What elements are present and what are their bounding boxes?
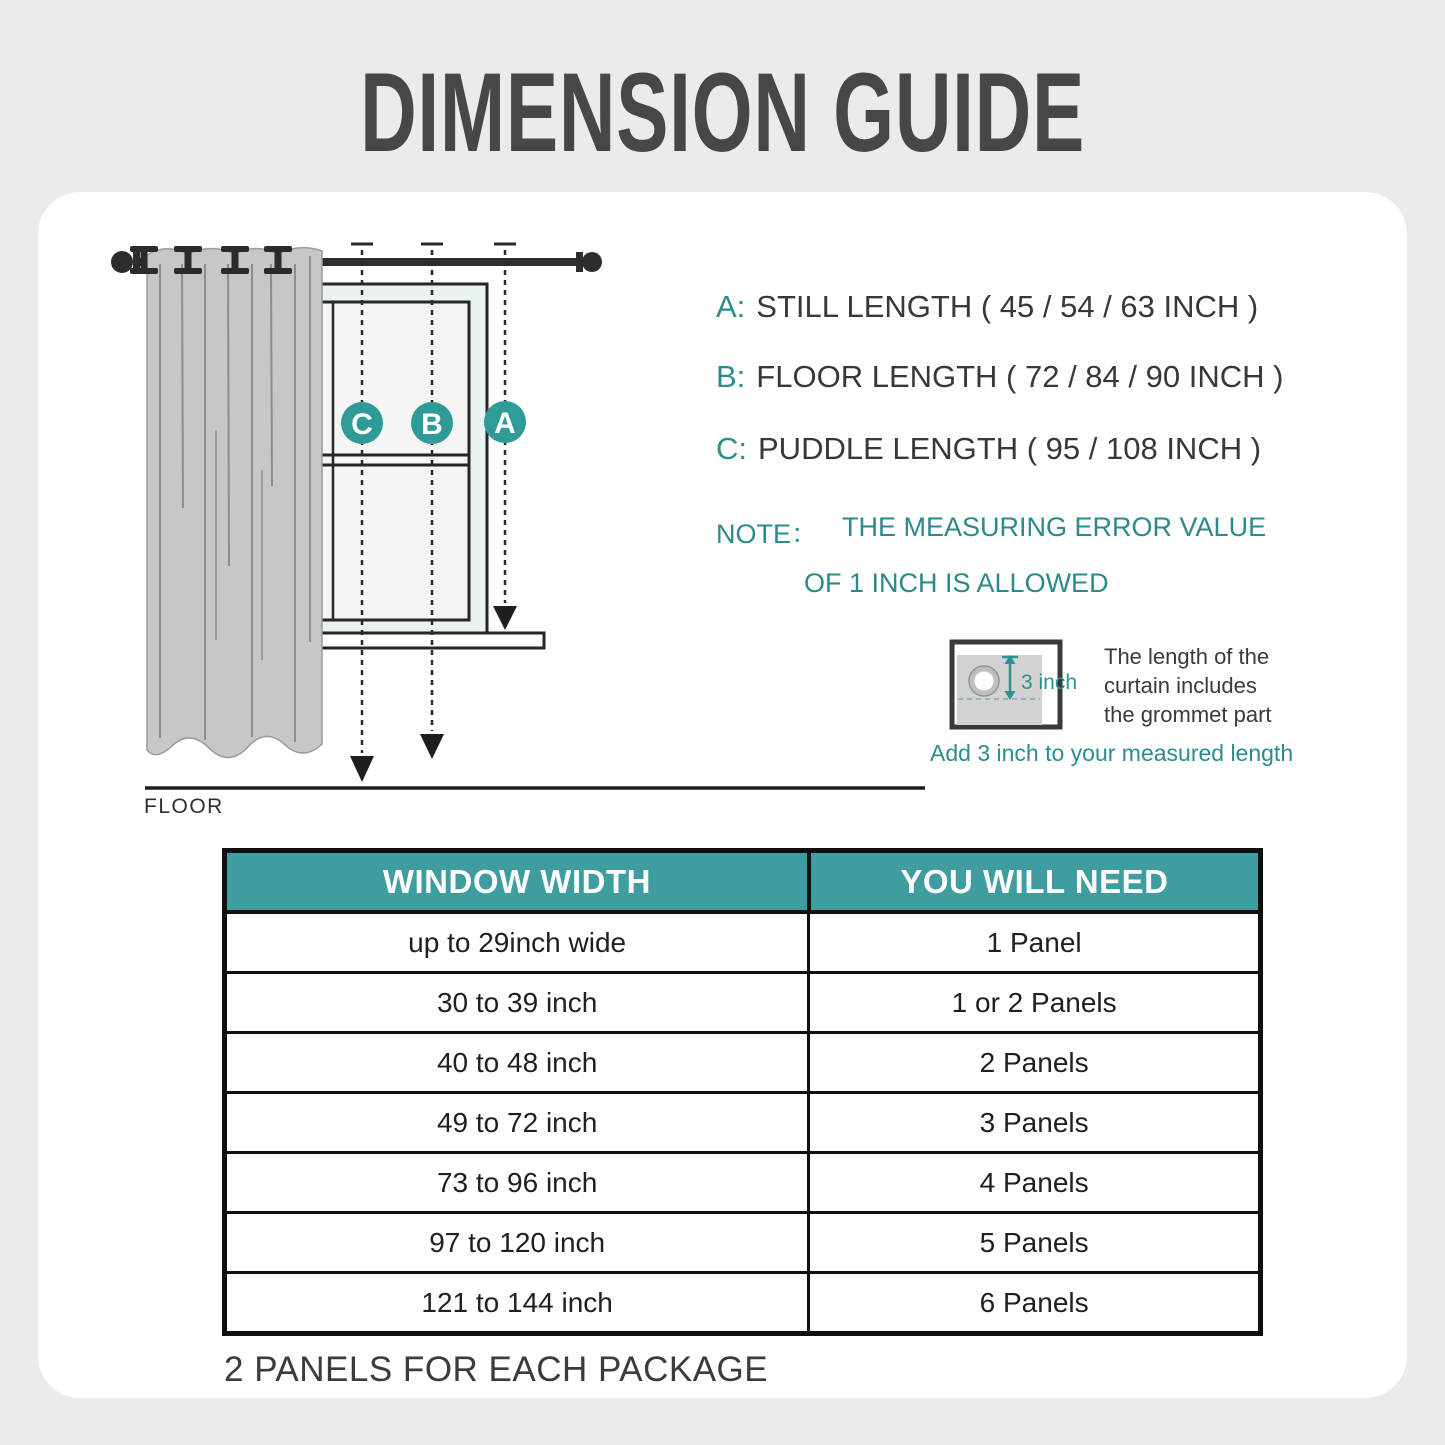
curtain-panel-illustration <box>130 246 322 758</box>
window-opening <box>319 302 469 620</box>
table-row <box>225 1273 1261 1334</box>
panels-needed-cell: 1 Panel <box>809 912 1261 973</box>
note-line2: OF 1 INCH IS ALLOWED <box>804 568 1109 598</box>
grommet-tip: Add 3 inch to your measured length <box>930 740 1294 766</box>
window-width-cell: 73 to 96 inch <box>225 1153 809 1213</box>
legend-puddle-length <box>716 431 1261 467</box>
legend-letter-c: C: <box>716 431 747 466</box>
note-line1: THE MEASURING ERROR VALUE <box>842 512 1267 542</box>
grommet-description-line1: The length of the <box>1104 644 1270 669</box>
table-row <box>225 1033 1261 1093</box>
window-width-cell: 49 to 72 inch <box>225 1093 809 1153</box>
rod-collar-right <box>576 252 583 272</box>
rod-finial-left-icon <box>111 251 133 273</box>
window-illustration <box>293 284 544 648</box>
panel-sizing-table <box>222 848 1263 1336</box>
window-sill <box>293 633 544 648</box>
grommet-hole <box>975 672 994 691</box>
floor-label: FLOOR <box>144 795 224 818</box>
page-title: DIMENSION GUIDE <box>360 50 1085 175</box>
grommet-description-line3: the grommet part <box>1104 702 1272 727</box>
marker-a-letter: A <box>494 407 516 440</box>
note-label: NOTE： <box>716 519 819 549</box>
table-row <box>225 1093 1261 1153</box>
rod-finial-right-icon <box>582 252 602 272</box>
panels-needed-cell: 1 or 2 Panels <box>809 973 1261 1033</box>
legend-floor-length <box>716 359 1283 395</box>
table-header-row <box>225 851 1261 913</box>
marker-b-letter: B <box>421 408 443 441</box>
grommet-description <box>1104 642 1272 729</box>
panels-needed-cell: 6 Panels <box>809 1273 1261 1334</box>
window-width-cell: up to 29inch wide <box>225 912 809 973</box>
column-header-you-will-need: YOU WILL NEED <box>809 851 1261 913</box>
legend-still-length <box>716 289 1258 325</box>
window-width-cell: 30 to 39 inch <box>225 973 809 1033</box>
table-row <box>225 1153 1261 1213</box>
panels-needed-cell: 4 Panels <box>809 1153 1261 1213</box>
measuring-note <box>716 512 1266 599</box>
table-row <box>225 912 1261 973</box>
panels-needed-cell: 5 Panels <box>809 1213 1261 1273</box>
table-row <box>225 1213 1261 1273</box>
legend-letter-a: A: <box>716 289 746 324</box>
table-row <box>225 973 1261 1033</box>
grommet-measure-label: 3 inch <box>1021 671 1078 694</box>
legend-text-b: FLOOR LENGTH ( 72 / 84 / 90 INCH ) <box>756 359 1284 394</box>
arrow-down-icon <box>420 734 444 759</box>
window-width-cell: 40 to 48 inch <box>225 1033 809 1093</box>
legend-text-c: PUDDLE LENGTH ( 95 / 108 INCH ) <box>758 431 1262 466</box>
column-header-window-width: WINDOW WIDTH <box>225 851 809 913</box>
window-width-cell: 97 to 120 inch <box>225 1213 809 1273</box>
measure-markers <box>341 401 526 444</box>
arrow-down-icon <box>350 756 374 782</box>
marker-c-letter: C <box>351 408 373 441</box>
window-width-cell: 121 to 144 inch <box>225 1273 809 1334</box>
arrow-down-icon <box>493 606 517 630</box>
package-footnote: 2 PANELS FOR EACH PACKAGE <box>224 1350 769 1389</box>
grommet-inset-diagram <box>943 634 1088 734</box>
legend-letter-b: B: <box>716 359 746 394</box>
panels-needed-cell: 2 Panels <box>809 1033 1261 1093</box>
grommet-description-line2: curtain includes <box>1104 673 1257 698</box>
panels-needed-cell: 3 Panels <box>809 1093 1261 1153</box>
legend-text-a: STILL LENGTH ( 45 / 54 / 63 INCH ) <box>756 289 1259 324</box>
